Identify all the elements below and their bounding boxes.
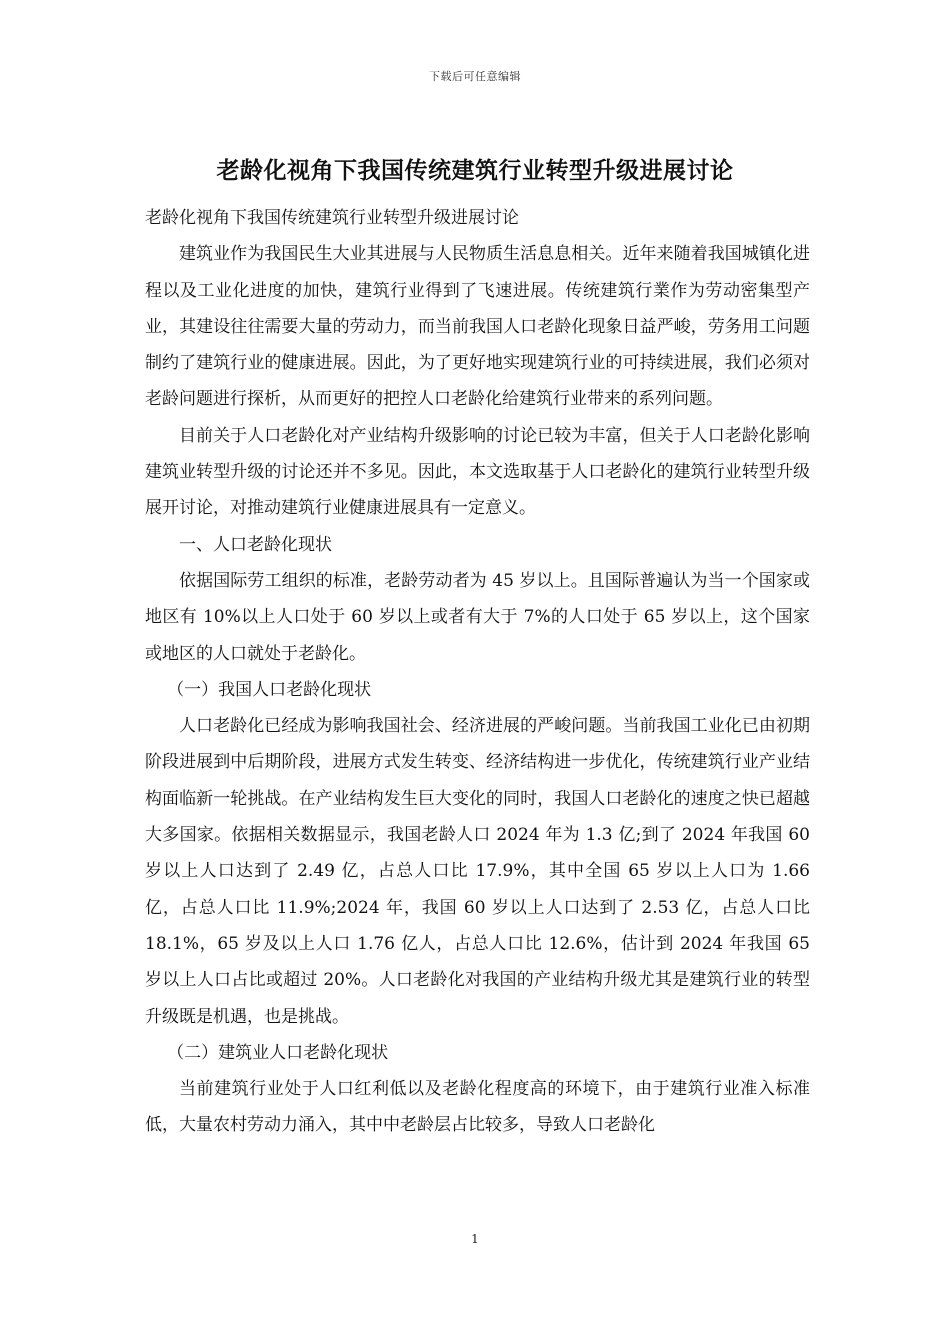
body-paragraph: 目前关于人口老龄化对产业结构升级影响的讨论已较为丰富，但关于人口老龄化影响建筑业转型升级的讨论还并不多见。因此，本文选取基于人口老龄化的建筑行业转型升级展开讨论，对推动建筑行业健康进展具有一定意义。 (145, 425, 810, 519)
document-title: 老龄化视角下我国传统建筑行业转型升级进展讨论 (216, 157, 734, 184)
subsection-heading: （一）我国人口老龄化现状 (167, 679, 372, 700)
body-paragraph: 建筑业作为我国民生大业其进展与人民物质生活息息相关。近年来随着我国城镇化进程以及工业化进度的加快，建筑行业得到了飞速进展。传统建筑行業作为劳动密集型产业，其建设往往需要大量的劳动力，而当前我国人口老龄化现象日益严峻，劳务用工问题制约了建筑行业的健康进展。因此，为了更好地实现建筑行业的可持续进展，我们必须对老龄问题进行探析，从而更好的把控人口老龄化给建筑行业带来的系列问题。 (145, 244, 810, 410)
page-header-note: 下载后可任意编辑 (429, 70, 521, 83)
document-body (145, 200, 810, 1144)
body-paragraph: 依据国际劳工组织的标准，老龄劳动者为 45 岁以上。且国际普遍认为当一个国家或地区有 10%以上人口处于 60 岁以上或者有大于 7%的人口处于 65 岁以上，这个国家或地区的人口就处于老龄化。 (145, 570, 810, 664)
body-subtitle: 老龄化视角下我国传统建筑行业转型升级进展讨论 (145, 208, 519, 228)
body-paragraph: 人口老龄化已经成为影响我国社会、经济进展的严峻问题。当前我国工业化已由初期阶段进展到中后期阶段，进展方式发生转变、经济结构进一步优化，传统建筑行业产业结构面临新一轮挑战。在产业结构发生巨大变化的同时，我国人口老龄化的速度之快已超越大多国家。依据相关数据显示，我国老龄人口 2024 年为 1.3 亿;到了 2024 年我国 60 岁以上人口达到了 2.49 亿，占总人口比 17.9%，其中全国 65 岁以上人口为 1.66 亿，占总人口比 11.9%;2024 年，我国 60 岁以上人口达到了 2.53 亿，占总人口比 18.1%，65 岁及以上人口 1.76 亿人，占总人口比 12.6%，估计到 2024 年我国 65 岁以上人口占比或超过 20%。人口老龄化对我国的产业结构升级尤其是建筑行业的转型升级既是机遇，也是挑战。 (145, 716, 810, 1027)
body-paragraph: 当前建筑行业处于人口红利低以及老龄化程度高的环境下，由于建筑行业准入标准低，大量农村劳动力涌入，其中中老龄层占比较多，导致人口老龄化 (145, 1079, 810, 1136)
subsection-heading: （二）建筑业人口老龄化现状 (167, 1042, 389, 1063)
page-number: 1 (471, 1232, 479, 1246)
section-heading: 一、人口老龄化现状 (179, 534, 332, 555)
